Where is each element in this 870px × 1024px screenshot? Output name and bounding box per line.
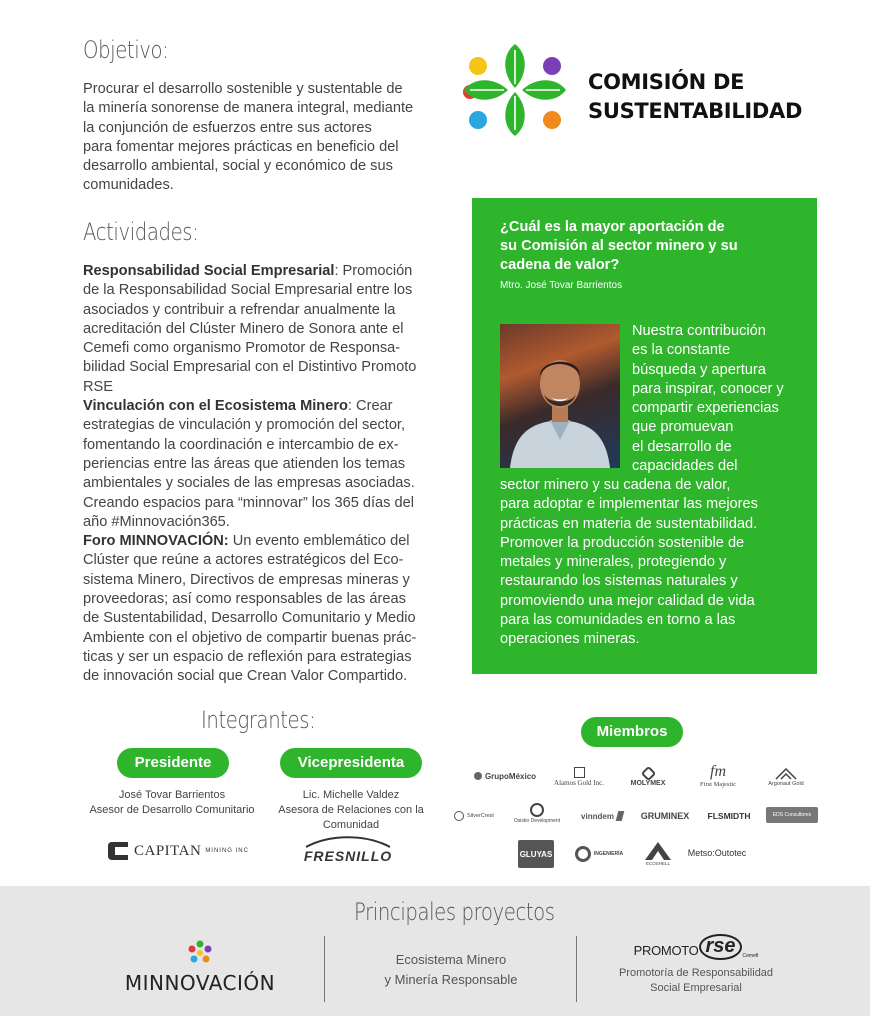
- member-name: Alamos Gold Inc.: [554, 779, 604, 787]
- ecosistema-line: Ecosistema Minero: [395, 952, 507, 967]
- actividad-line: : Promoción: [334, 263, 413, 279]
- objetivo-line: comunidades.: [83, 177, 174, 194]
- capitan-name: CAPITAN: [134, 842, 202, 859]
- presidente-info: [70, 788, 274, 818]
- member-name: FLSMIDTH: [707, 811, 751, 821]
- principales-proyectos-section: [0, 886, 870, 1016]
- grupomexico-icon: [474, 772, 482, 780]
- member-name: GLUYAS: [519, 849, 553, 859]
- promoto-text: PROMOTO: [633, 943, 699, 958]
- vicepresidenta-badge: Vicepresidenta: [280, 748, 422, 778]
- question-line: ¿Cuál es la mayor aportación de: [500, 219, 725, 235]
- actividad-line: de innovación social que Crean Valor Compartido.: [83, 668, 408, 685]
- comision-title-line: SUSTENTABILIDAD: [588, 99, 803, 123]
- answer-line: capacidades del: [632, 458, 738, 475]
- actividad-line: bilidad Social Empresarial con el Distintivo Promoto: [83, 359, 417, 376]
- member-name: MOLYMEX: [630, 779, 666, 787]
- member-logo: [684, 844, 750, 862]
- actividad-line: Clúster que reúne a actores estratégicos del Eco-: [83, 552, 404, 569]
- ingenieria-icon: [575, 846, 591, 862]
- vicepresidenta-role: Asesora de Relaciones con la: [278, 804, 424, 816]
- promotorse-line: Promotoría de Responsabilidad: [618, 967, 774, 979]
- answer-line: para adoptar e implementar las mejores: [500, 496, 758, 513]
- objetivo-text: [83, 80, 441, 196]
- cemefi-text: Cemefi: [742, 953, 759, 959]
- actividad-line: fomentando la coordinación e intercambio de ex-: [83, 436, 399, 453]
- rse-text: rse: [705, 935, 736, 957]
- actividad-line: Un evento emblemático del: [228, 533, 410, 550]
- comision-title-line: COMISIÓN DE: [588, 70, 745, 94]
- member-logo: [518, 840, 554, 868]
- footer-divider: [324, 936, 325, 1002]
- objetivo-line: la conjunción de esfuerzos entre sus actores: [83, 119, 372, 136]
- member-logo: [756, 762, 816, 792]
- actividad-line: Cemefi como organismo Promotor de Responsa-: [83, 340, 401, 357]
- fresnillo-arc-icon: [300, 836, 396, 848]
- member-name: Metso:Outotec: [687, 848, 747, 858]
- member-logo: [688, 760, 748, 792]
- member-name: GRUMINEX: [640, 811, 690, 821]
- actividad-line: Ambiente con el objetivo de compartir buenas prác-: [83, 629, 417, 646]
- vicepresidenta-info: [265, 788, 437, 833]
- proyectos-heading: Principales proyectos: [354, 898, 555, 926]
- fresnillo-name: FRESNILLO: [303, 848, 393, 864]
- actividad-line: de la Responsabilidad Social Empresarial entre los: [83, 282, 413, 299]
- actividades-heading: Actividades:: [83, 218, 199, 246]
- minnovacion-project: [112, 940, 288, 995]
- actividad-line: proveedoras; así como responsables de las áreas: [83, 591, 406, 608]
- actividad-line: Creando espacios para “minnovar” los 365 días del: [83, 494, 414, 511]
- answer-line: sector minero y su cadena de valor,: [500, 477, 731, 493]
- miembros-badge: Miembros: [581, 717, 683, 747]
- interview-question: [500, 218, 792, 275]
- member-name: SilverCrest: [467, 813, 494, 819]
- answer-line: operaciones mineras.: [500, 631, 640, 648]
- capitan-mark-icon: [106, 839, 130, 863]
- objetivo-line: la minería sonorense de manera integral, mediante: [83, 100, 414, 117]
- answer-line: promoviendo una mejor calidad de vida: [500, 592, 755, 609]
- objetivo-line: para fomentar mejores prácticas en beneficio del: [83, 138, 399, 155]
- actividad-item-rse: [83, 262, 441, 397]
- actividad-line: RSE: [83, 378, 114, 395]
- member-name: First Majestic: [700, 781, 736, 788]
- footer-divider: [576, 936, 577, 1002]
- comision-title: [588, 68, 802, 126]
- actividad-title: Foro MINNOVACIÓN:: [83, 533, 229, 550]
- promotorse-logo: [602, 924, 790, 960]
- member-logo: [620, 762, 676, 792]
- member-logo: [568, 842, 630, 866]
- osisko-icon: [530, 803, 544, 817]
- rse-mark: [699, 934, 741, 960]
- actividad-line: asociados y contribuir a refrendar anualmente la: [83, 301, 396, 318]
- member-logo: [448, 806, 500, 826]
- promotorse-desc: [602, 966, 790, 996]
- interview-box: [472, 198, 817, 674]
- answer-line: prácticas en materia de sustentabilidad.: [500, 515, 758, 532]
- answer-line: restaurando los sistemas naturales y: [500, 573, 738, 590]
- molymex-icon: [640, 765, 656, 781]
- person-portrait-icon: [500, 324, 620, 468]
- presidente-name: José Tovar Barrientos: [118, 789, 226, 801]
- question-line: su Comisión al sector minero y su: [500, 238, 738, 254]
- member-logo: [546, 762, 612, 792]
- member-logo: [766, 807, 818, 823]
- objetivo-line: Procurar el desarrollo sostenible y sustentable de: [83, 81, 403, 97]
- ecosistema-line: y Minería Responsable: [384, 972, 518, 987]
- vinndem-icon: [616, 811, 625, 821]
- member-name: EDS Consultores: [772, 812, 812, 818]
- ecoshell-icon: [644, 841, 672, 861]
- presidente-role: Asesor de Desarrollo Comunitario: [89, 804, 255, 816]
- vicepresidenta-role: Comunidad: [322, 819, 380, 831]
- actividad-line: : Crear: [347, 398, 393, 415]
- actividad-line: estrategias de vinculación y promoción del sector,: [83, 417, 406, 434]
- member-logo: [506, 798, 568, 828]
- actividad-line: acreditación del Clúster Minero de Sonora ante el: [83, 320, 404, 337]
- answer-line: que promuevan: [632, 419, 734, 436]
- promotorse-project: [602, 924, 790, 996]
- actividad-line: ambientales y sociales de las empresas asociadas.: [83, 475, 415, 492]
- answer-line: es la constante: [632, 342, 731, 359]
- member-name: ECOSHELL: [645, 860, 670, 866]
- member-logo: [702, 806, 756, 826]
- answer-full-text: [500, 476, 788, 650]
- answer-line: metales y minerales, protegiendo y: [500, 554, 727, 571]
- actividad-line: sistema Minero, Directivos de empresas mineras y: [83, 571, 410, 588]
- answer-line: búsqueda y apertura: [632, 361, 766, 378]
- actividad-line: año #Minnovación365.: [83, 513, 230, 530]
- firstmajestic-icon: fm: [710, 763, 726, 780]
- minnovacion-name: MINNOVACIÓN: [124, 971, 276, 995]
- member-name: Argonaut Gold: [768, 780, 804, 787]
- actividad-line: de Sustentabilidad, Desarrollo Comunitario y Medio: [83, 610, 416, 627]
- actividad-line: ticas y ser un espacio de reflexión para estrategias: [83, 648, 412, 665]
- actividad-line: periencias entre las áreas que atienden los temas: [83, 455, 406, 472]
- member-name: INGENIERÍA: [593, 851, 624, 857]
- member-name: GrupoMéxico: [484, 771, 537, 781]
- member-logo: [636, 806, 694, 826]
- answer-line: Promover la producción sostenible de: [500, 534, 745, 551]
- presidente-badge: Presidente: [117, 748, 229, 778]
- objetivo-line: desarrollo ambiental, social y económico de sus: [83, 158, 393, 175]
- author-photo: [500, 324, 620, 468]
- answer-line: para las comunidades en torno a las: [500, 612, 736, 629]
- actividad-item-vinculacion: [83, 397, 441, 532]
- answer-line: para inspirar, conocer y: [632, 380, 784, 397]
- capitan-logo: [106, 838, 249, 864]
- interview-author: Mtro. José Tovar Barrientos: [500, 280, 623, 291]
- member-name: vinndem: [581, 811, 614, 821]
- actividad-item-foro: [83, 532, 441, 686]
- question-line: cadena de valor?: [500, 257, 620, 273]
- actividades-text: [83, 262, 441, 687]
- answer-line: Nuestra contribución: [632, 323, 766, 339]
- promotorse-line: Social Empresarial: [650, 982, 742, 994]
- comision-logo-icon: [458, 40, 572, 140]
- argonaut-icon: [775, 768, 797, 780]
- vicepresidenta-name: Lic. Michelle Valdez: [302, 789, 400, 801]
- actividad-title: Responsabilidad Social Empresarial: [83, 263, 335, 279]
- fresnillo-logo: [300, 836, 396, 866]
- minnovacion-icon: [187, 940, 213, 966]
- capitan-sub: MINING INC: [205, 848, 249, 854]
- answer-line: el desarrollo de: [632, 438, 732, 455]
- member-logo: [470, 766, 540, 786]
- answer-line: compartir experiencias: [632, 400, 779, 417]
- member-name: Osisko Development: [513, 817, 561, 824]
- member-logo: [576, 806, 628, 826]
- actividad-title: Vinculación con el Ecosistema Minero: [83, 398, 348, 415]
- member-logo: [640, 838, 676, 868]
- silvercrest-icon: [454, 811, 464, 821]
- ecosistema-project: [352, 950, 550, 990]
- objetivo-heading: Objetivo:: [83, 36, 169, 64]
- integrantes-heading: Integrantes:: [201, 706, 316, 734]
- answer-side-text: [632, 322, 788, 476]
- alamos-icon: [574, 767, 585, 778]
